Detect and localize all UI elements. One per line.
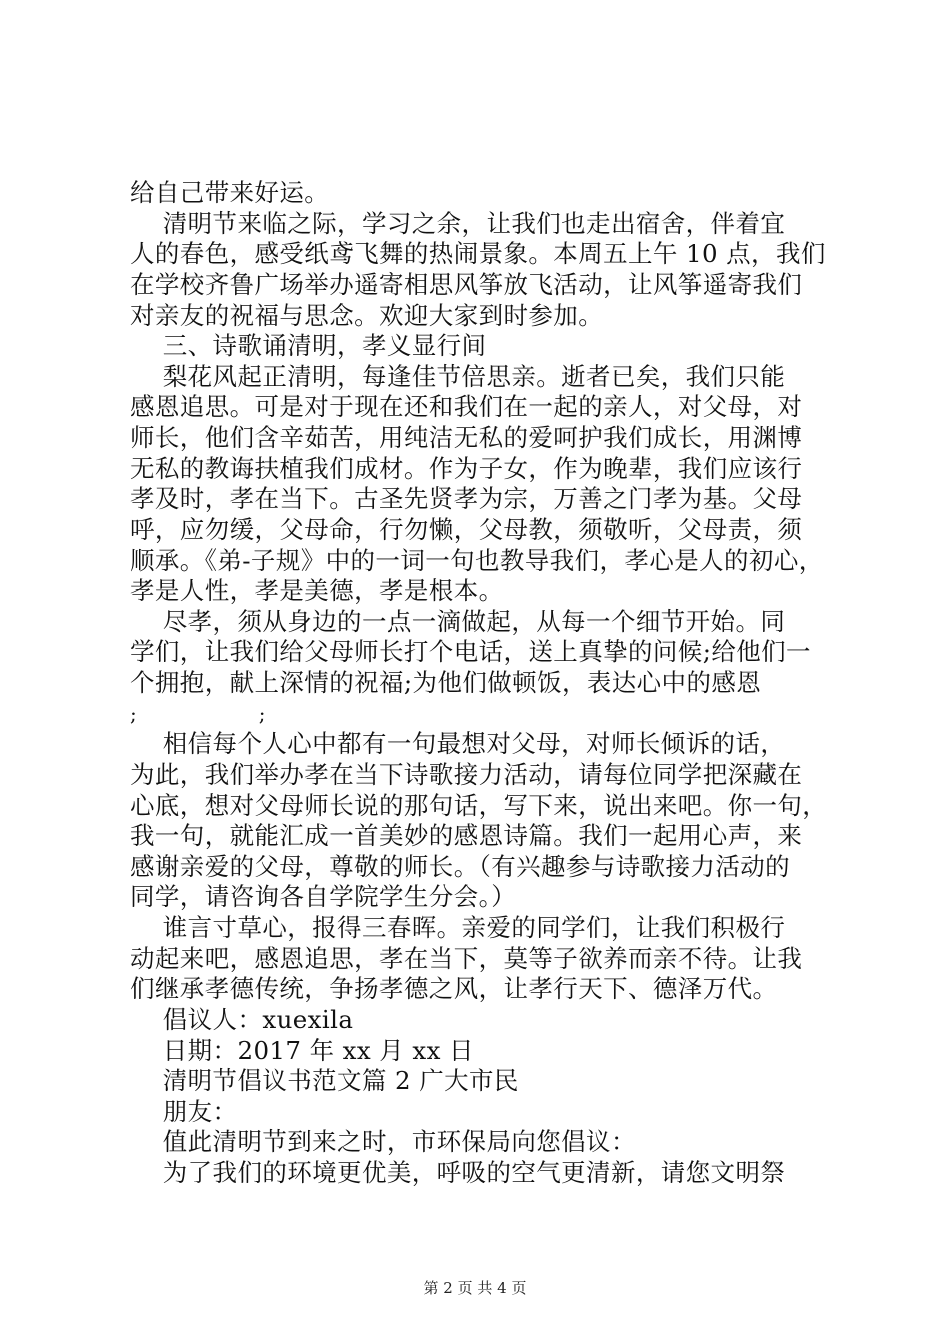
body-line: 师长，他们含辛茹苦，用纯洁无私的爱呵护我们成长，用渊博	[130, 423, 803, 452]
body-line: 我一句，就能汇成一首美妙的感恩诗篇。我们一起用心声，来	[130, 821, 803, 850]
body-line: 梨花风起正清明，每逢佳节倍思亲。逝者已矣，我们只能	[130, 362, 786, 391]
body-line: 感谢亲爱的父母，尊敬的师长。（有兴趣参与诗歌接力活动的	[130, 852, 791, 881]
body-line: 清明节倡议书范文篇 2 广大市民	[130, 1066, 519, 1095]
body-line: 对亲友的祝福与思念。欢迎大家到时参加。	[130, 301, 604, 330]
body-line: 顺承。《弟-子规》中的一词一句也教导我们，孝心是人的初心，	[130, 546, 824, 575]
body-line: 个拥抱，献上深情的祝福;为他们做顿饭，表达心中的感恩	[130, 668, 762, 697]
body-line: 学们，让我们给父母师长打个电话，送上真挚的问候;给他们一	[130, 637, 811, 666]
body-line: 在学校齐鲁广场举办遥寄相思风筝放飞活动，让风筝遥寄我们	[130, 270, 803, 299]
date-line: 日期：2017 年 xx 月 xx 日	[130, 1036, 474, 1065]
body-line: 动起来吧，感恩追思，孝在当下，莫等子欲养而亲不待。让我	[130, 944, 803, 973]
page-footer: 第 2 页 共 4 页	[423, 1279, 527, 1297]
body-line: 给自己带来好运。	[130, 178, 330, 207]
body-line: 呼，应勿缓，父母命，行勿懒，父母教，须敬听，父母责，须	[130, 515, 803, 544]
body-line: 心底，想对父母师长说的那句话，写下来，说出来吧。你一句，	[130, 791, 828, 820]
section-heading: 三、诗歌诵清明，孝义显行间	[130, 331, 487, 360]
body-line: 值此清明节到来之时，市环保局向您倡议：	[130, 1127, 636, 1156]
body-line: 孝是人性，孝是美德，孝是根本。	[130, 576, 504, 605]
body-line: 同学，请咨询各自学院学生分会。）	[130, 882, 517, 911]
body-line: 为了我们的环境更优美，呼吸的空气更清新，请您文明祭	[130, 1158, 786, 1187]
body-line: 们继承孝德传统，争扬孝德之风，让孝行天下、德泽万代。	[130, 974, 778, 1003]
body-line: ; ;	[130, 702, 266, 726]
body-line: 谁言寸草心，报得三春晖。亲爱的同学们，让我们积极行	[130, 913, 786, 942]
body-line: 朋友：	[130, 1097, 238, 1126]
signature-line: 倡议人：xuexila	[130, 1005, 354, 1034]
body-line: 无私的教诲扶植我们成材。作为子女，作为晚辈，我们应该行	[130, 454, 803, 483]
body-line: 人的春色，感受纸鸢飞舞的热闹景象。本周五上午 10 点，我们	[130, 239, 826, 268]
body-line: 孝及时，孝在当下。古圣先贤孝为宗，万善之门孝为基。父母	[130, 484, 803, 513]
body-line: 感恩追思。可是对于现在还和我们在一起的亲人，对父母，对	[130, 392, 803, 421]
body-line: 清明节来临之际，学习之余，让我们也走出宿舍，伴着宜	[130, 209, 786, 238]
body-line: 尽孝，须从身边的一点一滴做起，从每一个细节开始。同	[130, 607, 786, 636]
body-line: 相信每个人心中都有一句最想对父母，对师长倾诉的话，	[130, 729, 786, 758]
body-line: 为此，我们举办孝在当下诗歌接力活动，请每位同学把深藏在	[130, 760, 803, 789]
